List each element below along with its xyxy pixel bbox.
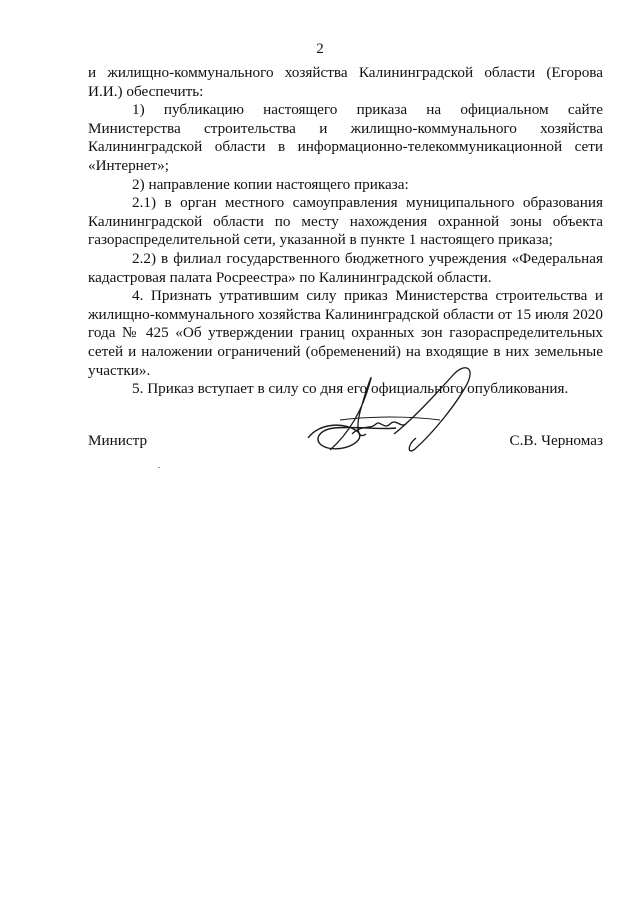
document-body (88, 64, 603, 399)
page-number: 2 (316, 41, 324, 57)
paragraph-item-2-1: 2.1) в орган местного самоуправления муниципального образования Калининградской области по месту нахождения охранной зоны объекта газораспределительной сети, указанной в пункте 1 настоящего приказа; (88, 194, 603, 249)
scan-speck (158, 467, 160, 468)
signature-block (88, 432, 603, 452)
paragraph-item-2-2: 2.2) в филиал государственного бюджетного учреждения «Федеральная кадастровая палата Росреестра» по Калининградской области. (88, 249, 603, 286)
paragraph-continuation: и жилищно-коммунального хозяйства Калининградской области (Егорова И.И.) обеспечить: (88, 64, 603, 100)
signer-name: С.В. Черномаз (509, 432, 603, 449)
paragraph-item-2: 2) направление копии настоящего приказа: (132, 175, 409, 193)
signer-title: Министр (88, 432, 148, 449)
paragraph-item-5: 5. Приказ вступает в силу со дня его официального опубликования. (132, 380, 569, 398)
paragraph-item-4: 4. Признать утратившим силу приказ Министерства строительства и жилищно-коммунального хозяйства Калининградской области от 15 июля 2020 года № 425 «Об утверждении границ охранных зон газораспределительных сетей и наложении ограничений (обременений) на входящие в них земельные участки». (88, 287, 603, 379)
paragraph-item-1: 1) публикацию настоящего приказа на официальном сайте Министерства строительства и жилищно-коммунального хозяйства Калининградской области в информационно-телекоммуникационной сети «Интернет»; (88, 101, 603, 174)
handwritten-signature (300, 360, 480, 470)
